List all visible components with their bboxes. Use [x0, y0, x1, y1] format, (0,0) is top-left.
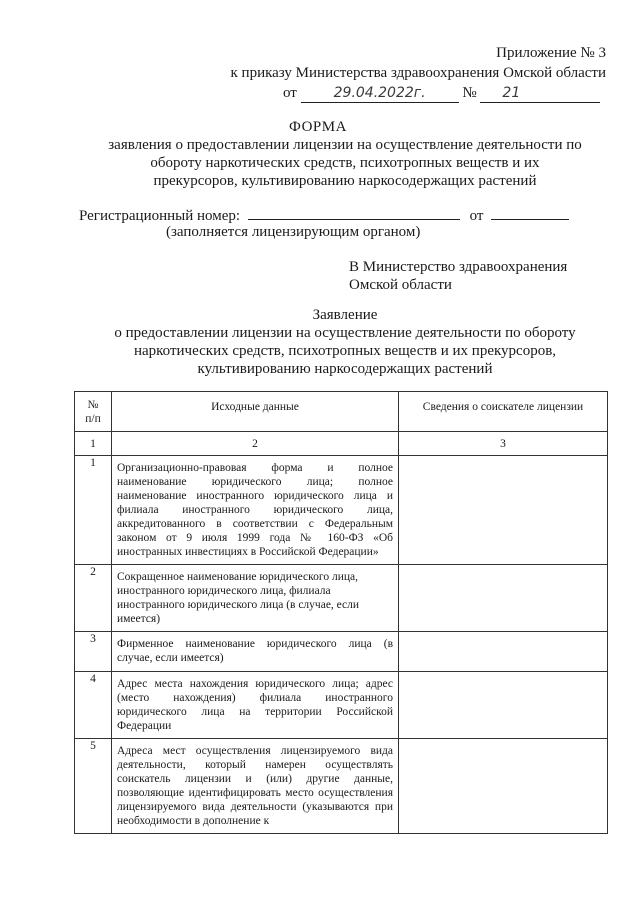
row-number: 1: [75, 456, 112, 565]
col-number: 1: [75, 432, 112, 456]
row-source-text: Организационно-правовая форма и полное наименование юридического лица; полное наименование иностранного юридического лица и филиала иностранного юридического лица, аккредитованного в соответствии с Федеральным законом от 9 июля 1999 года № 160-ФЗ «Об иностранных инвестициях в Российской Федерации»: [117, 462, 393, 558]
header-num: № п/п: [75, 392, 112, 432]
form-subtitle-line: прекурсоров, культивированию наркосодержащих растений: [153, 173, 537, 189]
addressee: [349, 258, 567, 294]
row-source-cell: [112, 565, 399, 632]
col-number: 2: [112, 432, 399, 456]
order-line: к приказу Министерства здравоохранения Омской области: [230, 65, 606, 81]
application-table: [74, 391, 608, 834]
row-number: 5: [75, 739, 112, 834]
registration-label: Регистрационный номер:: [79, 208, 241, 224]
row-source-text: Адрес места нахождения юридического лица; адрес (место нахождения) филиала иностранного юридического лица на территории Российской Федерации: [117, 678, 393, 732]
header-source: Исходные данные: [112, 392, 399, 432]
form-subtitle: [80, 136, 610, 190]
registration-from-label: от: [469, 208, 484, 224]
row-source-cell: [112, 672, 399, 739]
addressee-line: В Министерство здравоохранения: [349, 259, 568, 275]
registration-number-field[interactable]: [248, 205, 460, 220]
table-row: [75, 565, 608, 632]
row-number: 4: [75, 672, 112, 739]
row-info-cell[interactable]: [399, 632, 608, 672]
row-number: 3: [75, 632, 112, 672]
table-row: [75, 456, 608, 565]
application-line: о предоставлении лицензии на осуществление деятельности по обороту: [114, 325, 576, 341]
application-line: культивированию наркосодержащих растений: [197, 361, 493, 377]
row-source-cell: [112, 456, 399, 565]
number-field: [480, 84, 600, 103]
row-source-text: Сокращенное наименование юридического лица, иностранного юридического лица, филиала иностранного юридического лица (в случае, если имеется): [117, 571, 360, 625]
appendix-label: Приложение № 3: [496, 45, 606, 61]
order-date-number: [283, 84, 600, 103]
registration-date-field[interactable]: [491, 205, 569, 220]
table-row: [75, 632, 608, 672]
header-info: Сведения о соискателе лицензии: [399, 392, 608, 432]
form-title: ФОРМА: [289, 119, 347, 135]
col-number: 3: [399, 432, 608, 456]
table-col-number-row: [75, 432, 608, 456]
form-subtitle-line: обороту наркотических средств, психотропных веществ и их: [150, 155, 540, 171]
table-row: [75, 739, 608, 834]
date-value: 29.04.2022г.: [333, 85, 426, 101]
row-source-text: Фирменное наименование юридического лица (в случае, если имеется): [117, 638, 393, 664]
registration-note: (заполняется лицензирующим органом): [166, 224, 421, 240]
application-line: наркотических средств, психотропных веществ и их прекурсоров,: [133, 343, 557, 359]
table-header-row: [75, 392, 608, 432]
row-source-cell: [112, 632, 399, 672]
row-source-text: Адреса мест осуществления лицензируемого вида деятельности, который намерен осуществлять соискатель лицензии и (или) другие данные, позволяющие идентифицировать место осуществления лицензируемого вида деятельности (указываются при необходимости в дополнение к: [117, 745, 393, 827]
table-row: [75, 672, 608, 739]
date-field: [301, 84, 459, 103]
registration-line: [79, 205, 569, 225]
date-prefix: от: [283, 85, 297, 101]
application-title: Заявление: [312, 307, 378, 323]
number-value: 21: [502, 85, 521, 101]
row-info-cell[interactable]: [399, 456, 608, 565]
form-subtitle-line: заявления о предоставлении лицензии на осуществление деятельности по: [108, 137, 582, 153]
application-heading: [60, 306, 630, 378]
row-number: 2: [75, 565, 112, 632]
row-info-cell[interactable]: [399, 672, 608, 739]
addressee-line: Омской области: [349, 277, 452, 293]
row-source-cell: [112, 739, 399, 834]
number-prefix: №: [462, 85, 477, 101]
row-info-cell[interactable]: [399, 739, 608, 834]
row-info-cell[interactable]: [399, 565, 608, 632]
